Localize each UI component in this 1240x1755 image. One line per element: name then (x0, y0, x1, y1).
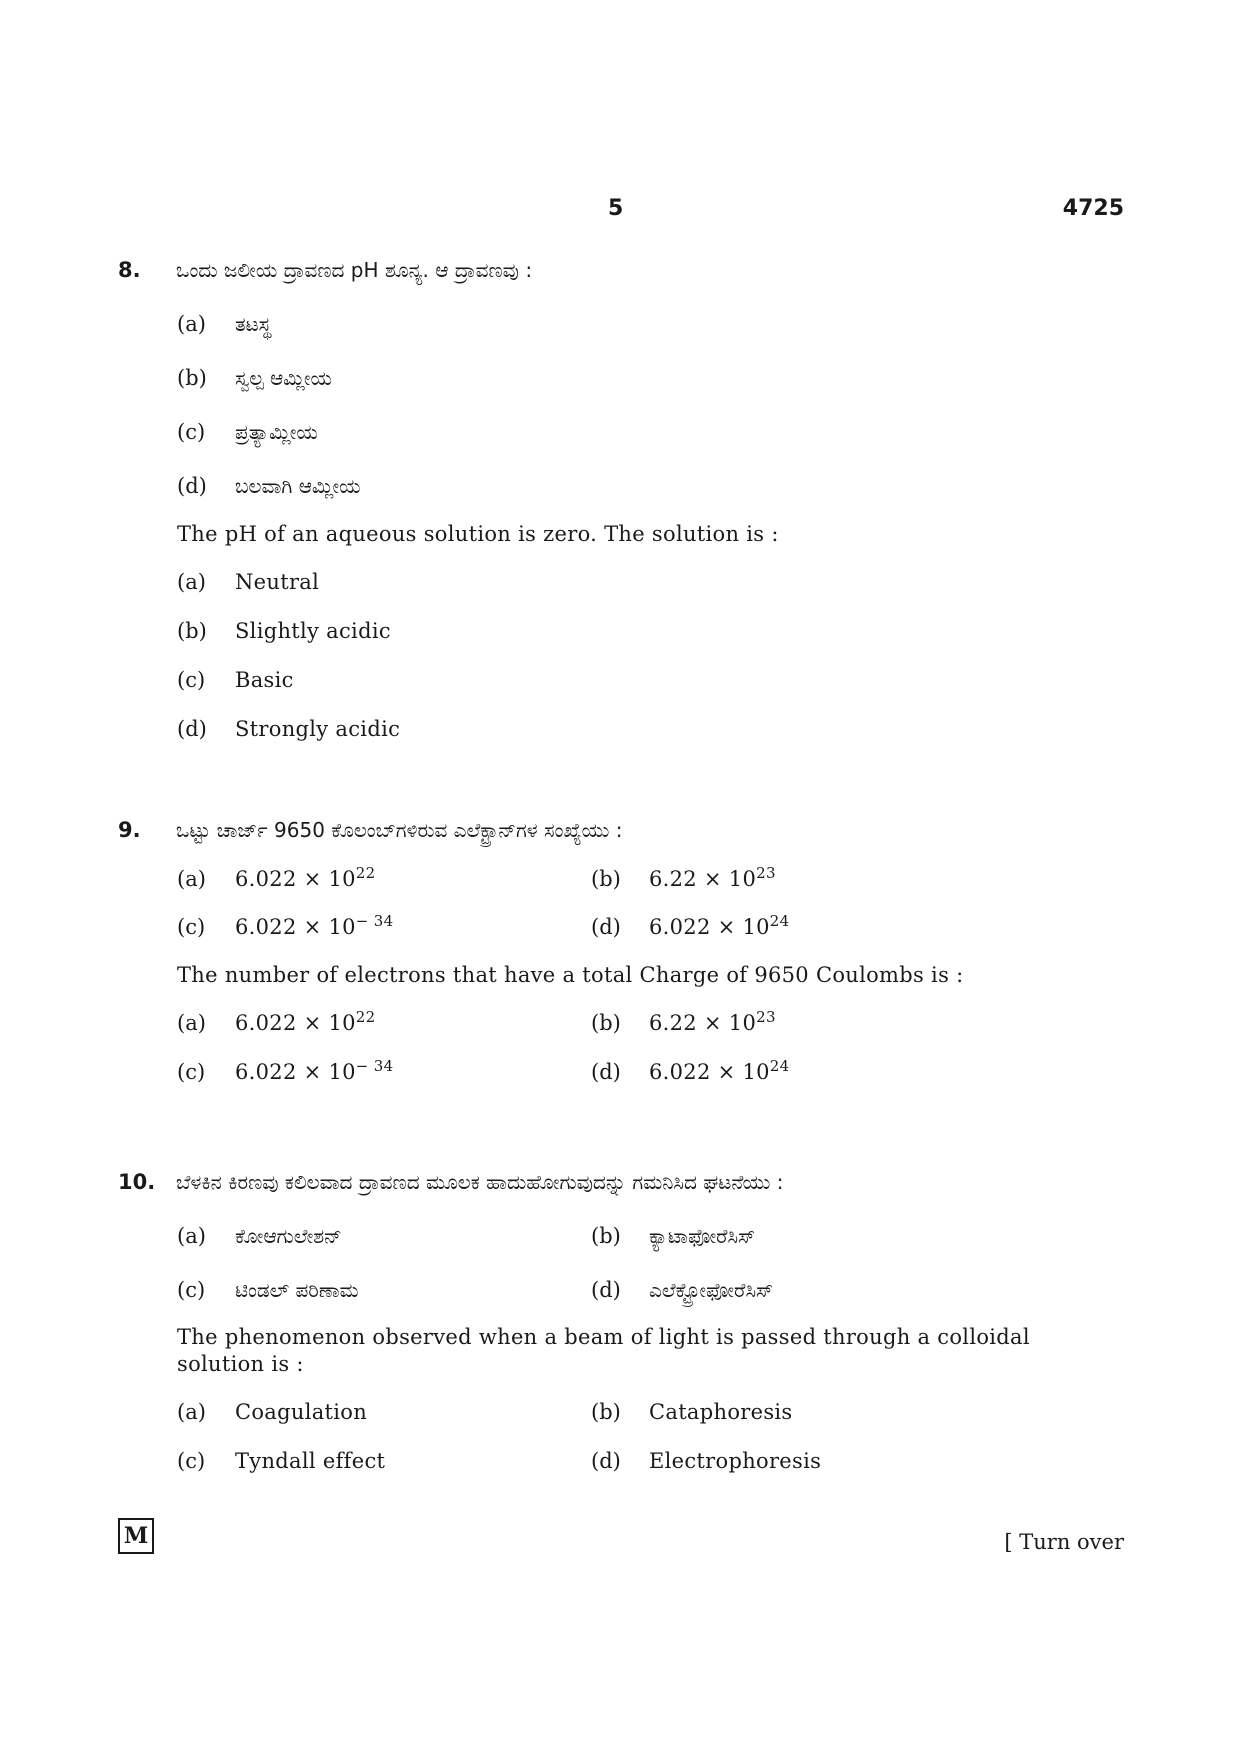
option-mantissa: 6.022 × 10 (649, 915, 770, 939)
option-text: Electrophoresis (649, 1449, 822, 1473)
option-text: ಪ್ರತ್ಯಾಮ್ಲೀಯ (235, 420, 318, 444)
option-label: (c) (177, 1278, 206, 1302)
option-label: (d) (177, 717, 207, 741)
option-exponent: − 34 (355, 1057, 394, 1075)
option-text: ಟಿಂಡಲ್ ಪರಿಣಾಮ (235, 1278, 359, 1302)
option-label: (b) (591, 867, 621, 891)
option-label: (a) (177, 312, 206, 336)
option-text: Basic (235, 668, 294, 692)
option-text: ಬಲವಾಗಿ ಆಮ್ಲೀಯ (235, 474, 361, 498)
option-label: (c) (177, 420, 206, 444)
option-text: Tyndall effect (235, 1449, 386, 1473)
option-label: (d) (591, 1449, 621, 1473)
question-stem-kannada: ಬೆಳಕಿನ ಕಿರಣವು ಕಲಿಲವಾದ ದ್ರಾವಣದ ಮೂಲಕ ಹಾದುಹೋಗುವುದನ್ನು ಗಮನಿಸಿದ ಘಟನೆಯು : (176, 1170, 784, 1194)
option-text: ಕೋಆಗುಲೇಶನ್ (235, 1224, 342, 1248)
question-9 (118, 818, 1128, 1084)
option-text: Cataphoresis (649, 1400, 793, 1424)
paper-code: 4725 (1062, 196, 1124, 221)
option-label: (a) (177, 1400, 206, 1424)
page-number: 5 (608, 196, 624, 221)
question-10 (118, 1170, 1128, 1473)
option-label: (d) (591, 1278, 621, 1302)
option-exponent: 22 (355, 1008, 376, 1026)
question-8 (118, 258, 1128, 741)
option-mantissa: 6.22 × 10 (649, 1011, 757, 1035)
option-label: (b) (177, 619, 207, 643)
question-stem-kannada: ಒಟ್ಟು ಚಾರ್ಜ್ 9650 ಕೊಲಂಬ್‌ಗಳಿರುವ ಎಲೆಕ್ಟ್ರಾನ್‌ಗಳ ಸಂಖ್ಯೆಯು : (176, 818, 623, 842)
question-stem-kannada: ಒಂದು ಜಲೀಯ ದ್ರಾವಣದ pH ಶೂನ್ಯ. ಆ ದ್ರಾವಣವು : (176, 258, 533, 282)
option-label: (c) (177, 668, 206, 692)
option-label: (b) (591, 1224, 621, 1248)
option-text: Neutral (235, 570, 320, 594)
option-exponent: 23 (756, 864, 776, 882)
option-exponent: 23 (756, 1008, 776, 1026)
option-exponent: 24 (769, 912, 790, 930)
question-stem-english: The pH of an aqueous solution is zero. The solution is : (177, 522, 779, 546)
option-label: (b) (591, 1011, 621, 1035)
option-text: Slightly acidic (235, 619, 391, 643)
option-text: ಸ್ವಲ್ಪ ಆಮ್ಲೀಯ (235, 366, 332, 390)
option-label: (d) (591, 915, 621, 939)
option-label: (b) (177, 366, 207, 390)
option-exponent: 24 (769, 1057, 790, 1075)
question-stem-english-line-2: solution is : (177, 1352, 304, 1376)
question-stem-english-line-1: The phenomenon observed when a beam of light is passed through a colloidal (177, 1325, 1030, 1349)
option-mantissa: 6.022 × 10 (649, 1060, 770, 1084)
option-label: (d) (591, 1060, 621, 1084)
option-exponent: 22 (355, 864, 376, 882)
option-text: Coagulation (235, 1400, 368, 1424)
option-label: (a) (177, 867, 206, 891)
option-label: (a) (177, 1011, 206, 1035)
option-text: ಎಲೆಕ್ಟ್ರೋಫೋರೆಸಿಸ್ (649, 1278, 774, 1302)
turn-over-note: [ Turn over (1004, 1530, 1124, 1554)
option-mantissa: 6.022 × 10 (235, 1011, 356, 1035)
option-label: (c) (177, 1449, 206, 1473)
option-label: (a) (177, 570, 206, 594)
option-mantissa: 6.22 × 10 (649, 867, 757, 891)
option-label: (a) (177, 1224, 206, 1248)
option-exponent: − 34 (355, 912, 394, 930)
option-label: (d) (177, 474, 207, 498)
option-text: Strongly acidic (235, 717, 401, 741)
question-number: 9. (118, 818, 141, 842)
option-text: ತಟಸ್ಥ (235, 312, 272, 336)
option-label: (b) (591, 1400, 621, 1424)
option-mantissa: 6.022 × 10 (235, 867, 356, 891)
option-label: (c) (177, 915, 206, 939)
question-number: 10. (118, 1170, 156, 1194)
option-label: (c) (177, 1060, 206, 1084)
option-mantissa: 6.022 × 10 (235, 915, 356, 939)
option-mantissa: 6.022 × 10 (235, 1060, 356, 1084)
question-stem-english: The number of electrons that have a total Charge of 9650 Coulombs is : (177, 963, 964, 987)
question-number: 8. (118, 258, 141, 282)
medium-mark-box: M (118, 1518, 154, 1554)
option-text: ಕ್ಯಾಟಾಫೋರೆಸಿಸ್ (649, 1224, 756, 1248)
